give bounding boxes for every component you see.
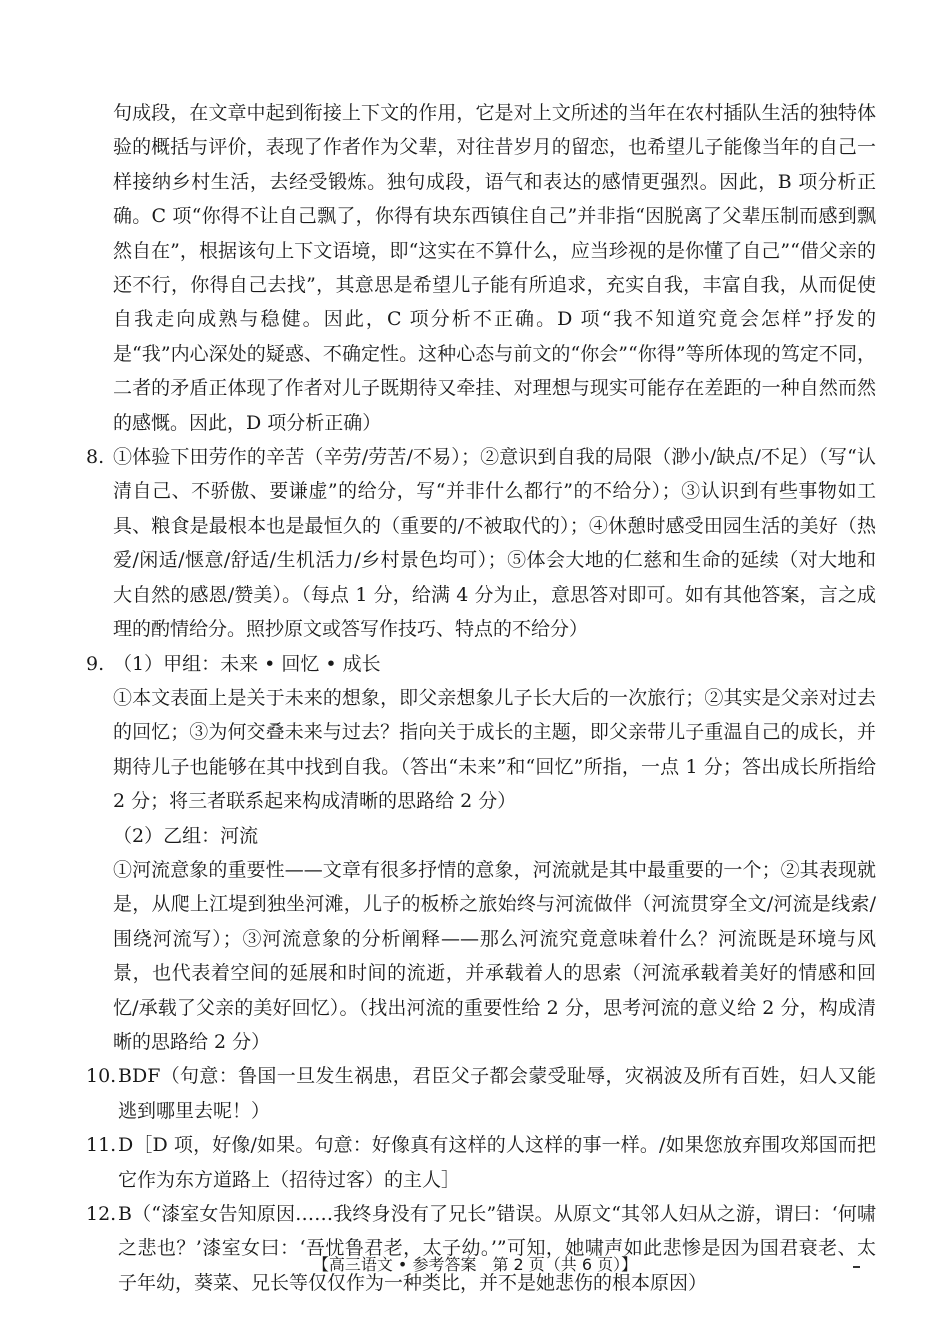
answer-number: 9. [86,652,105,675]
group-b-title: （2）乙组：河流 [113,824,259,847]
answer-text: D［D 项，好像/如果。句意：好像真有这样的人这样的事一样。/如果您放弃围攻郑国而把它作为东方道路上（招待过客）的主人］ [118,1134,876,1191]
answer-content [86,96,876,1300]
answer-number: 11. [86,1134,117,1157]
group-b-text: ①河流意象的重要性——文章有很多抒情的意象，河流就是其中最重要的一个；②其表现就是，从爬上江堤到独坐河滩，儿子的板桥之旅始终与河流做伴（河流贯穿全文/河流是线索/围绕河流写）；③河流意象的分析阐释——那么河流究竟意味着什么？河流既是环境与风景，也代表着空间的延展和时间的流逝，并承载着人的思索（河流承载着美好的情感和回忆/承载了父亲的美好回忆）。（找出河流的重要性给 2 分，思考河流的意义给 2 分，构成清晰的思路给 2 分） [113,858,876,1053]
corner-mark [853,1266,860,1268]
page-footer: 【高三语文 • 参考答案 第 2 页（共 6 页）】 [312,1255,638,1274]
answer-item-12 [86,1197,876,1300]
answer-item-9 [86,647,876,1060]
answer-number: 8. [86,446,105,469]
answer-number: 10. [86,1065,117,1088]
intro-paragraph: 句成段，在文章中起到衔接上下文的作用，它是对上文所述的当年在农村插队生活的独特体验的概括与评价，表现了作者作为父辈，对往昔岁月的留恋，也希望儿子能像当年的自己一样接纳乡村生活，去经受锻炼。独句成段，语气和表达的感情更强烈。因此，B 项分析正确。C 项“你得不让自己飘了，你得有块东西镇住自己”并非指“因脱离了父辈压制而感到飘然自在”，根据该句上下文语境，即“这实在不算什么，应当珍视的是你懂了自己”“借父亲的还不行，你得自己去找”，其意思是希望儿子能有所追求，充实自我，丰富自我，从而促使自我走向成熟与稳健。因此，C 项分析不正确。D 项“我不知道究竟会怎样”抒发的是“我”内心深处的疑惑、不确定性。这种心态与前文的“你会”“你得”等所体现的笃定不同，二者的矛盾正体现了作者对儿子既期待又牵挂、对理想与现实可能存在差距的一种自然而然的感慨。因此，D 项分析正确） [113,102,876,434]
answer-text: B（“漆室女告知原因……我终身没有了兄长”错误。从原文“其邻人妇从之游，谓曰：‘何啸之悲也？’漆室女曰：‘吾忧鲁君老，太子幼。’”可知，她啸声如此悲惨是因为国君衰老、太子年幼，葵菜、兄长等仅仅作为一种类比，并不是她悲伤的根本原因） [118,1203,876,1294]
answer-item-8 [86,440,876,646]
group-a-text: ①本文表面上是关于未来的想象，即父亲想象儿子长大后的一次旅行；②其实是父亲对过去的回忆；③为何交叠未来与过去？指向关于成长的主题，即父亲带儿子重温自己的成长，并期待儿子也能够在其中找到自我。（答出“未来”和“回忆”所指，一点 1 分；答出成长所指给 2 分；将三者联系起来构成清晰的思路给 2 分） [113,686,876,813]
answer-item-11 [86,1128,876,1197]
answer-item-10 [86,1059,876,1128]
group-a-title: （1）甲组：未来 • 回忆 • 成长 [113,652,381,675]
answer-text: BDF（句意：鲁国一旦发生祸患，君臣父子都会蒙受耻辱，灾祸波及所有百姓，妇人又能逃到哪里去呢！） [118,1065,876,1122]
answer-number: 12. [86,1203,117,1225]
answer-text: ①体验下田劳作的辛苦（辛劳/劳苦/不易）；②意识到自我的局限（渺小/缺点/不足）（写“认清自己、不骄傲、要谦虚”的给分，写“并非什么都行”的不给分）；③认识到有些事物如工具、粮食是最根本也是最恒久的（重要的/不被取代的）；④休憩时感受田园生活的美好（热爱/闲适/惬意/舒适/生机活力/乡村景色均可）；⑤体会大地的仁慈和生命的延续（对大地和大自然的感恩/赞美）。（每点 1 分，给满 4 分为止，意思答对即可。如有其他答案，言之成理的酌情给分。照抄原文或答写作技巧、特点的不给分） [113,446,876,641]
